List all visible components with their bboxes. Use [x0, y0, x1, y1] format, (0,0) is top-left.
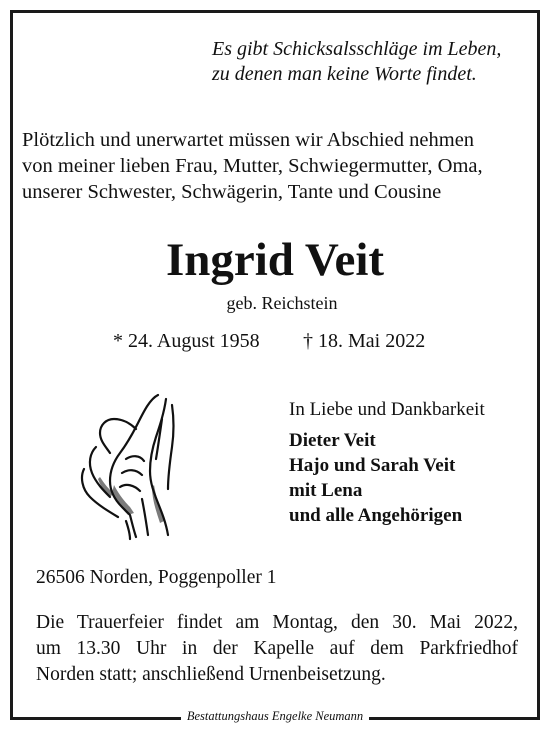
funeral-home-name: Bestattungshaus Engelke Neumann — [181, 709, 369, 723]
praying-hands-icon — [70, 389, 188, 541]
funeral-service-text — [36, 610, 518, 688]
motto-quote — [192, 37, 532, 87]
mourner-name: Dieter Veit — [289, 430, 376, 451]
intro-line: Plötzlich und unerwartet müssen wir Abschied nehmen — [22, 129, 475, 151]
intro-text — [22, 127, 527, 205]
mourners-block — [289, 398, 539, 528]
funeral-home-footer — [0, 708, 550, 724]
death-date: † 18. Mai 2022 — [303, 330, 426, 352]
service-line: Norden statt; anschließend Urnenbeisetzung. — [36, 664, 386, 685]
service-line: um 13.30 Uhr in der Kapelle auf dem Parkfriedhof — [36, 638, 518, 659]
motto-line: zu denen man keine Worte findet. — [212, 63, 477, 85]
motto-line: Es gibt Schicksalsschläge im Leben, — [212, 38, 502, 60]
mourner-name: Hajo und Sarah Veit — [289, 455, 456, 476]
maiden-name: geb. Reichstein — [226, 293, 338, 313]
intro-line: von meiner lieben Frau, Mutter, Schwiegermutter, Oma, — [22, 155, 483, 177]
intro-line: unserer Schwester, Schwägerin, Tante und Cousine — [22, 181, 442, 203]
mourner-name: und alle Angehörigen — [289, 505, 463, 526]
family-address: 26506 Norden, Poggenpoller 1 — [36, 567, 277, 588]
birth-date: * 24. August 1958 — [113, 330, 260, 352]
service-line: Die Trauerfeier findet am Montag, den 30. Mai 2022, — [36, 612, 518, 633]
mourner-name: mit Lena — [289, 480, 363, 501]
thanks-heading: In Liebe und Dankbarkeit — [289, 399, 485, 420]
deceased-name: Ingrid Veit — [165, 234, 385, 286]
